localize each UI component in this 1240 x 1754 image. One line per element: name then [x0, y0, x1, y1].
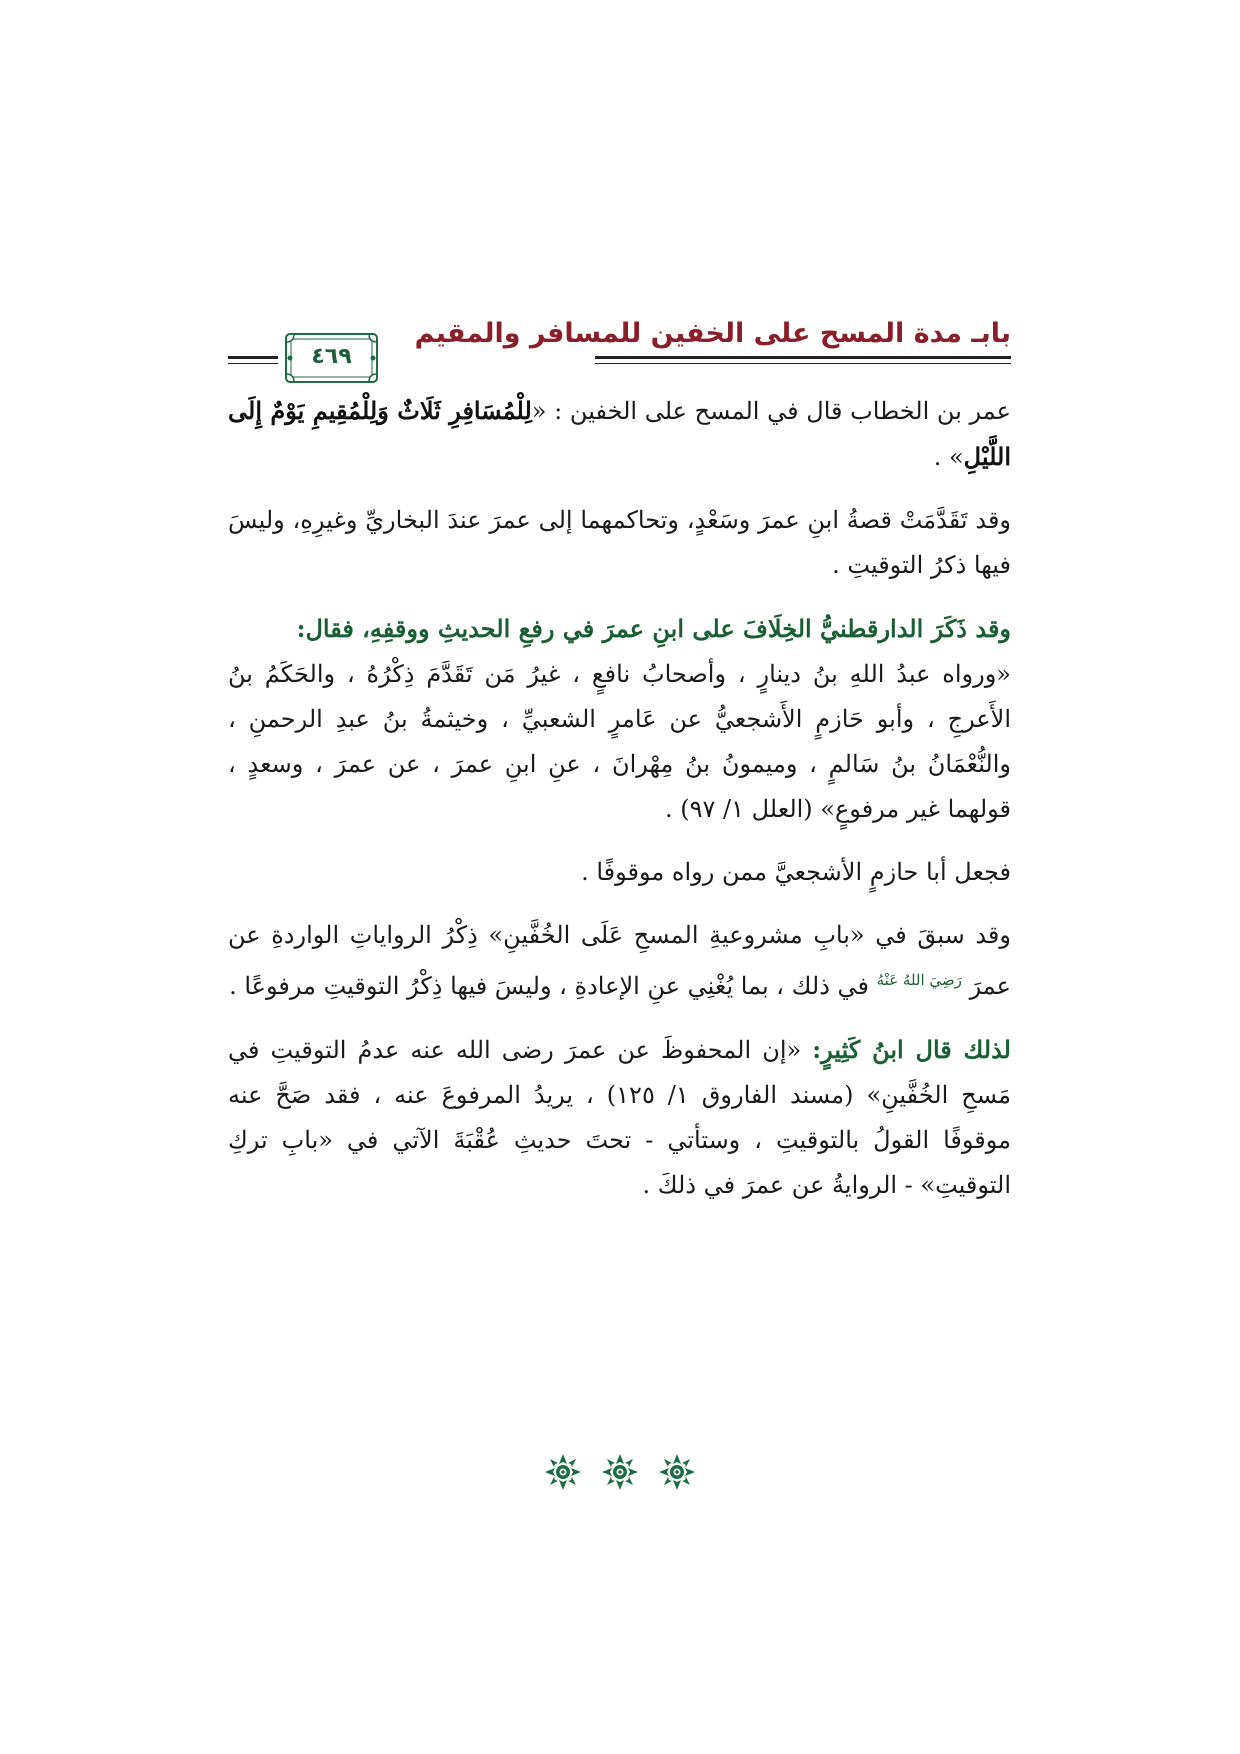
floral-ornament-icon — [543, 1452, 583, 1492]
paragraph-6 — [228, 1027, 1011, 1208]
header-rule-left-thin — [228, 363, 278, 364]
paragraph-1-tail: » . — [933, 443, 964, 471]
paragraph-3-lead: وقد ذَكَرَ الدارقطنيُّ الخِلَافَ على ابنِ عمرَ في رفعِ الحديثِ ووقفِهِ، فقال: — [296, 614, 1011, 643]
floral-ornament-icon — [657, 1452, 697, 1492]
paragraph-6-lead: لذلك قال ابنُ كَثِيرٍ: — [812, 1035, 1011, 1064]
paragraph-6-text: «إن المحفوظَ عن عمرَ رضى الله عنه عدمُ التوقيتِ في مَسحِ الخُفَّينِ» (مسند الفاروق ١/ ١٢٥) ، يريدُ المرفوعَ عنه ، فقد صَحَّ عنه موقوفًا القولُ بالتوقيتِ ، وستأتي - تحتَ حديثِ عُقْبَةَ الآتي في «بابِ تركِ التوقيتِ» - الروايةُ عن عمرَ في ذلكَ . — [228, 1036, 1011, 1199]
hadith-quote: لِلْمُسَافِرِ ثَلَاثٌ وَلِلْمُقِيمِ يَوْمٌ إِلَى اللَّيْلِ — [228, 396, 1011, 471]
paragraph-4: فجعل أبا حازمٍ الأشجعيَّ ممن رواه موقوفًا . — [581, 858, 1011, 886]
body-text — [228, 388, 1011, 1208]
paragraph-3-quote: «ورواه عبدُ اللهِ بنُ دينارٍ ، وأصحابُ نافعٍ ، غيرُ مَن تَقَدَّمَ ذِكْرُهُ ، والحَكَمُ بنُ الأَعرجِ ، وأبو حَازمٍ الأَشجعيُّ عن عَامرٍ الشعبيِّ ، وخيثمةُ بنُ عبدِ الرحمنِ ، والنُّعْمَانُ بنُ سَالمٍ ، وميمونُ بنُ مِهْرانَ ، عنِ ابنِ عمرَ ، عن عمرَ ، وسعدٍ ، قولهما غير مرفوعٍ» (العلل ١/ ٩٧) . — [228, 660, 1012, 823]
paragraph-2: وقد تَقَدَّمَتْ قصةُ ابنِ عمرَ وسَعْدٍ، وتحاكمهما إلى عمرَ عندَ البخاريِّ وغيرِهِ، وليسَ فيها ذكرُ التوقيتِ . — [228, 506, 1011, 579]
paragraph-1-lead: عمر بن الخطاب قال في المسح على الخفين : « — [531, 397, 1011, 425]
paragraph-1 — [228, 388, 1011, 480]
header-rule — [595, 356, 1011, 359]
chapter-title: بابـ مدة المسح على الخفين للمسافر والمقيم — [414, 318, 1011, 349]
page-number: ٤٦٩ — [311, 344, 352, 369]
header-rule-left — [228, 356, 278, 359]
page-header — [228, 318, 1011, 374]
paragraph-5-lead: وقد سبقَ في «بابِ مشروعيةِ المسحِ عَلَى الخُفَّينِ» ذِكْرُ الرواياتِ الواردةِ عن عمرَ — [228, 921, 1011, 1000]
paragraph-3 — [228, 606, 1011, 832]
header-rule-thin — [595, 363, 1011, 364]
page-number-badge — [284, 332, 379, 384]
paragraph-5-tail: في ذلك ، بما يُغْنِي عنِ الإعادةِ ، وليسَ فيها ذِكْرُ التوقيتِ مرفوعًا . — [229, 972, 869, 1000]
section-end-ornaments — [0, 1452, 1240, 1496]
honorific-glyph: رَضِيَ اللهُ عَنْهُ — [876, 971, 962, 989]
paragraph-5 — [228, 913, 1011, 1009]
floral-ornament-icon — [600, 1452, 640, 1492]
